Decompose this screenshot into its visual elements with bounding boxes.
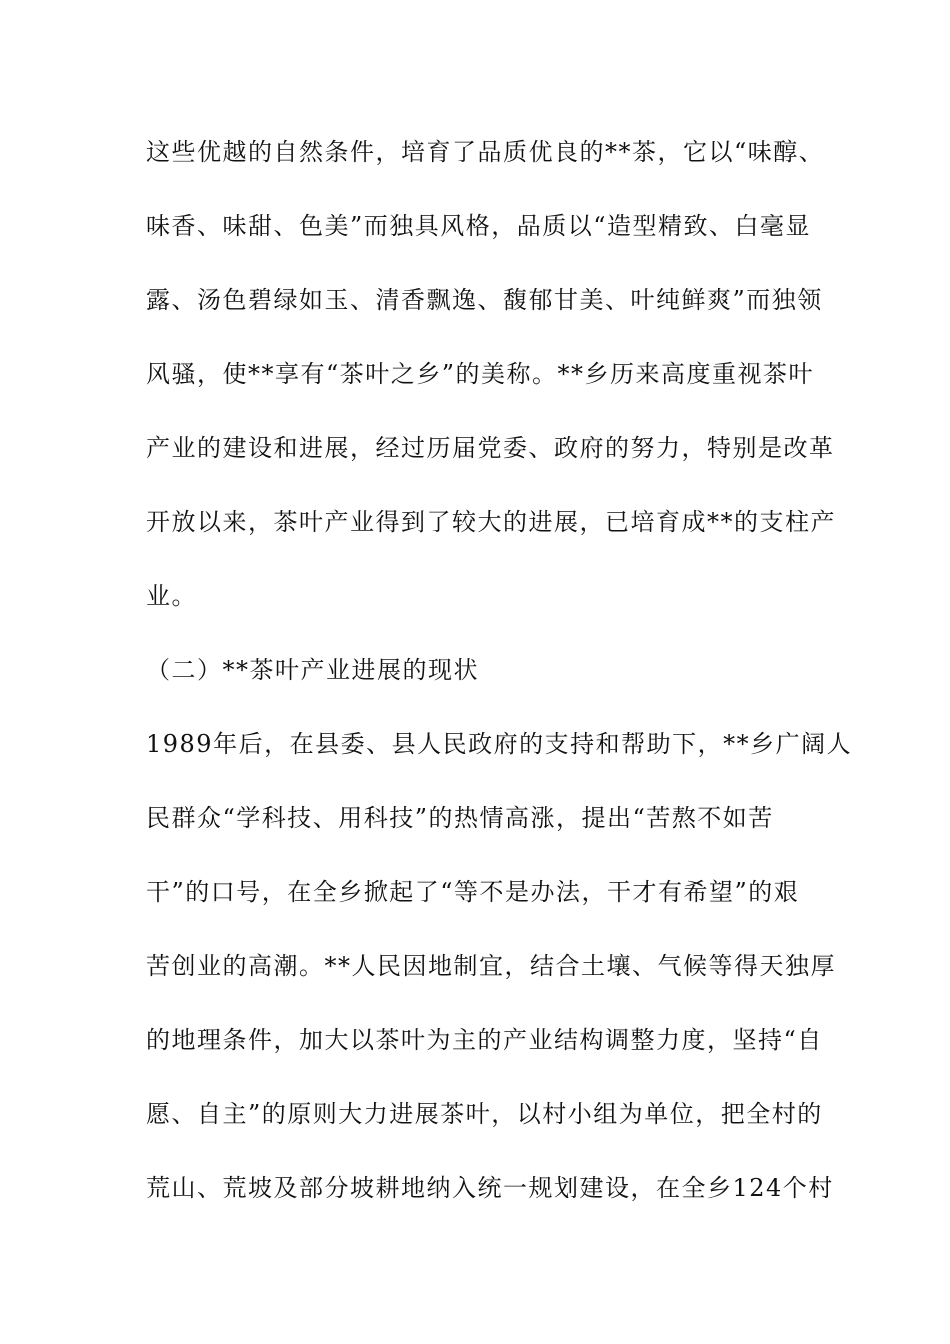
text-line: 露、汤色碧绿如玉、清香飘逸、馥郁甘美、叶纯鲜爽”而独领 xyxy=(146,286,823,314)
text-line: 1989年后，在县委、县人民政府的支持和帮助下，**乡广阔人 xyxy=(146,730,853,758)
section-heading: （二）**茶叶产业进展的现状 xyxy=(146,656,479,684)
text-line: 干”的口号，在全乡掀起了“等不是办法，干才有希望”的艰 xyxy=(146,878,800,906)
text-line: 荒山、荒坡及部分坡耕地纳入统一规划建设，在全乡124个村 xyxy=(146,1174,834,1202)
text-line: 民群众“学科技、用科技”的热情高涨，提出“苦熬不如苦 xyxy=(146,804,774,832)
text-line: 业。 xyxy=(146,582,197,610)
text-line: 愿、自主”的原则大力进展茶叶，以村小组为单位，把全村的 xyxy=(146,1100,823,1128)
text-line: 苦创业的高潮。**人民因地制宜，结合土壤、气候等得天独厚 xyxy=(146,952,836,980)
text-line: 产业的建设和进展，经过历届党委、政府的努力，特别是改革 xyxy=(146,434,835,462)
text-line: 开放以来，茶叶产业得到了较大的进展，已培育成**的支柱产 xyxy=(146,508,836,536)
text-line: 的地理条件，加大以茶叶为主的产业结构调整力度，坚持“自 xyxy=(146,1026,823,1054)
text-line: 这些优越的自然条件，培育了品质优良的**茶，它以“味醇、 xyxy=(146,138,825,166)
text-line: 风骚，使**享有“茶叶之乡”的美称。**乡历来高度重视茶叶 xyxy=(146,360,815,388)
text-line: 味香、味甜、色美”而独具风格，品质以“造型精致、白毫显 xyxy=(146,212,812,240)
